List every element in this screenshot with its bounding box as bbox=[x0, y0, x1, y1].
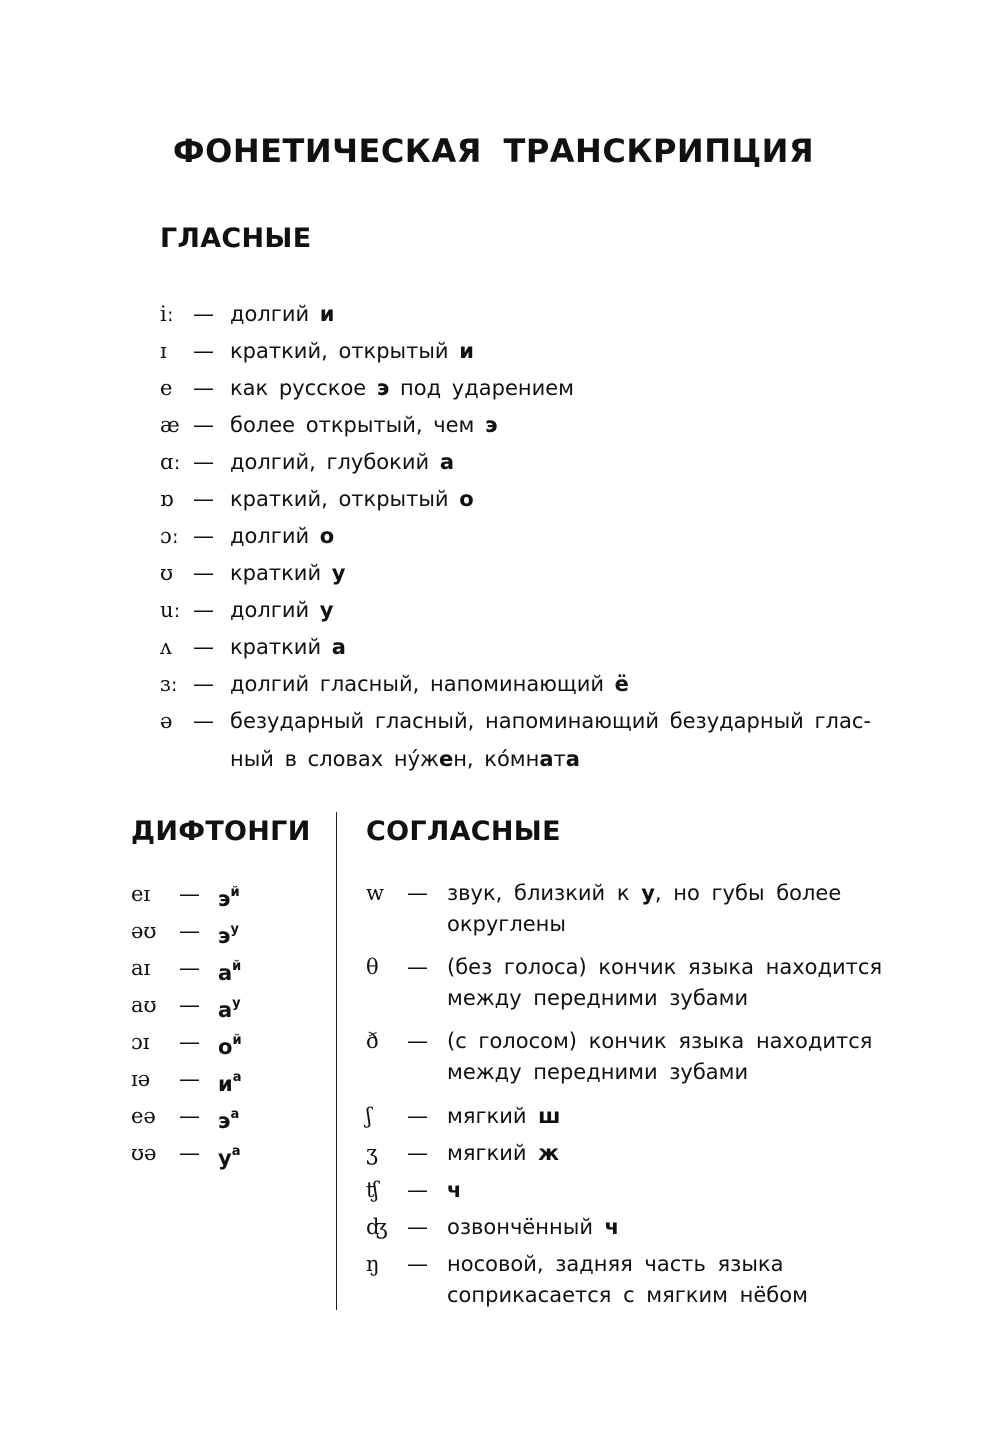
diphthong-approximation: $э^а$ bbox=[218, 1107, 240, 1133]
ipa-symbol: ɔː bbox=[160, 524, 179, 548]
ipa-symbol: ʌ bbox=[160, 635, 172, 659]
vowel-description-continued: ный в словах ну́жен, ко́мната bbox=[230, 747, 580, 771]
vowel-description: краткий, открытый и bbox=[230, 339, 474, 363]
page-title: ФОНЕТИЧЕСКАЯ ТРАНСКРИПЦИЯ bbox=[172, 132, 815, 170]
dash: — bbox=[407, 1178, 428, 1202]
ipa-symbol: ɪə bbox=[131, 1067, 151, 1091]
diphthong-approximation: $а^у$ bbox=[218, 996, 241, 1022]
dash: — bbox=[179, 1141, 200, 1165]
ipa-symbol: eɪ bbox=[131, 882, 151, 906]
dash: — bbox=[193, 302, 214, 326]
consonant-description: мягкий ж bbox=[447, 1141, 560, 1165]
ipa-symbol: eə bbox=[131, 1104, 156, 1128]
dash: — bbox=[179, 1030, 200, 1054]
consonant-description: (с голосом) кончик языка находится между передними зубами bbox=[447, 1029, 873, 1084]
vowel-description: краткий а bbox=[230, 635, 346, 659]
dash: — bbox=[407, 1215, 428, 1239]
ipa-symbol: ð bbox=[366, 1029, 379, 1053]
ipa-symbol: aʊ bbox=[131, 993, 157, 1017]
ipa-symbol: ɑː bbox=[160, 450, 181, 474]
dash: — bbox=[193, 635, 214, 659]
diphthong-approximation: $и^а$ bbox=[218, 1070, 242, 1096]
dash: — bbox=[193, 709, 214, 733]
column-divider bbox=[336, 812, 337, 1310]
dash: — bbox=[407, 1252, 428, 1276]
ipa-symbol: ɔɪ bbox=[131, 1030, 150, 1054]
consonants-heading: СОГЛАСНЫЕ bbox=[366, 816, 561, 847]
vowel-description: краткий у bbox=[230, 561, 346, 585]
ipa-symbol: əʊ bbox=[131, 919, 157, 943]
diphthong-approximation: $э^й$ bbox=[218, 885, 240, 911]
ipa-symbol: ʊə bbox=[131, 1141, 157, 1165]
ipa-symbol: e bbox=[160, 376, 173, 400]
dash: — bbox=[407, 1141, 428, 1165]
dash: — bbox=[179, 956, 200, 980]
ipa-symbol: ʃ bbox=[366, 1104, 372, 1128]
diphthong-approximation: $а^й$ bbox=[218, 959, 242, 985]
ipa-symbol: θ bbox=[366, 955, 379, 979]
consonant-description: ч bbox=[447, 1178, 462, 1202]
dash: — bbox=[193, 376, 214, 400]
vowel-description: как русское э под ударением bbox=[230, 376, 574, 400]
dash: — bbox=[193, 487, 214, 511]
ipa-symbol: w bbox=[366, 881, 384, 905]
vowel-description: долгий у bbox=[230, 598, 334, 622]
ipa-symbol: ɪ bbox=[160, 339, 167, 363]
vowels-heading: ГЛАСНЫЕ bbox=[160, 223, 312, 254]
consonant-description: звук, близкий к у, но губы более округлены bbox=[447, 881, 842, 936]
ipa-symbol: uː bbox=[160, 598, 181, 622]
vowel-description: безударный гласный, напоминающий безударный глас- bbox=[230, 709, 871, 733]
dash: — bbox=[179, 1104, 200, 1128]
ipa-symbol: ʒ bbox=[366, 1141, 378, 1165]
vowel-description: долгий и bbox=[230, 302, 335, 326]
dash: — bbox=[193, 672, 214, 696]
vowel-description: более открытый, чем э bbox=[230, 413, 498, 437]
diphthong-approximation: $э^у$ bbox=[218, 922, 239, 948]
consonant-description: озвончённый ч bbox=[447, 1215, 620, 1239]
consonant-description: мягкий ш bbox=[447, 1104, 561, 1128]
ipa-symbol: aɪ bbox=[131, 956, 151, 980]
ipa-symbol: ə bbox=[160, 709, 173, 733]
dash: — bbox=[179, 919, 200, 943]
dash: — bbox=[407, 881, 428, 905]
ipa-symbol: ʤ bbox=[366, 1215, 388, 1239]
diphthongs-heading: ДИФТОНГИ bbox=[131, 816, 311, 847]
ipa-symbol: iː bbox=[160, 302, 174, 326]
dash: — bbox=[407, 1029, 428, 1053]
dash: — bbox=[407, 955, 428, 979]
dash: — bbox=[179, 882, 200, 906]
diphthong-approximation: $о^й$ bbox=[218, 1033, 242, 1059]
vowel-description: краткий, открытый о bbox=[230, 487, 474, 511]
dash: — bbox=[193, 524, 214, 548]
ipa-symbol: ɒ bbox=[160, 487, 174, 511]
vowel-description: долгий гласный, напоминающий ё bbox=[230, 672, 629, 696]
dash: — bbox=[179, 1067, 200, 1091]
vowel-description: долгий о bbox=[230, 524, 335, 548]
dash: — bbox=[193, 598, 214, 622]
consonant-description: носовой, задняя часть языка соприкасается с мягким нёбом bbox=[447, 1252, 808, 1307]
dash: — bbox=[193, 339, 214, 363]
ipa-symbol: ʧ bbox=[366, 1178, 379, 1202]
diphthong-approximation: $у^а$ bbox=[218, 1144, 241, 1170]
dash: — bbox=[179, 993, 200, 1017]
dash: — bbox=[193, 413, 214, 437]
dash: — bbox=[193, 561, 214, 585]
dash: — bbox=[193, 450, 214, 474]
ipa-symbol: ŋ bbox=[366, 1252, 380, 1276]
ipa-symbol: ɜː bbox=[160, 672, 178, 696]
dash: — bbox=[407, 1104, 428, 1128]
vowel-description: долгий, глубокий а bbox=[230, 450, 454, 474]
consonant-description: (без голоса) кончик языка находится между передними зубами bbox=[447, 955, 883, 1010]
ipa-symbol: ʊ bbox=[160, 561, 174, 585]
ipa-symbol: æ bbox=[160, 413, 180, 437]
